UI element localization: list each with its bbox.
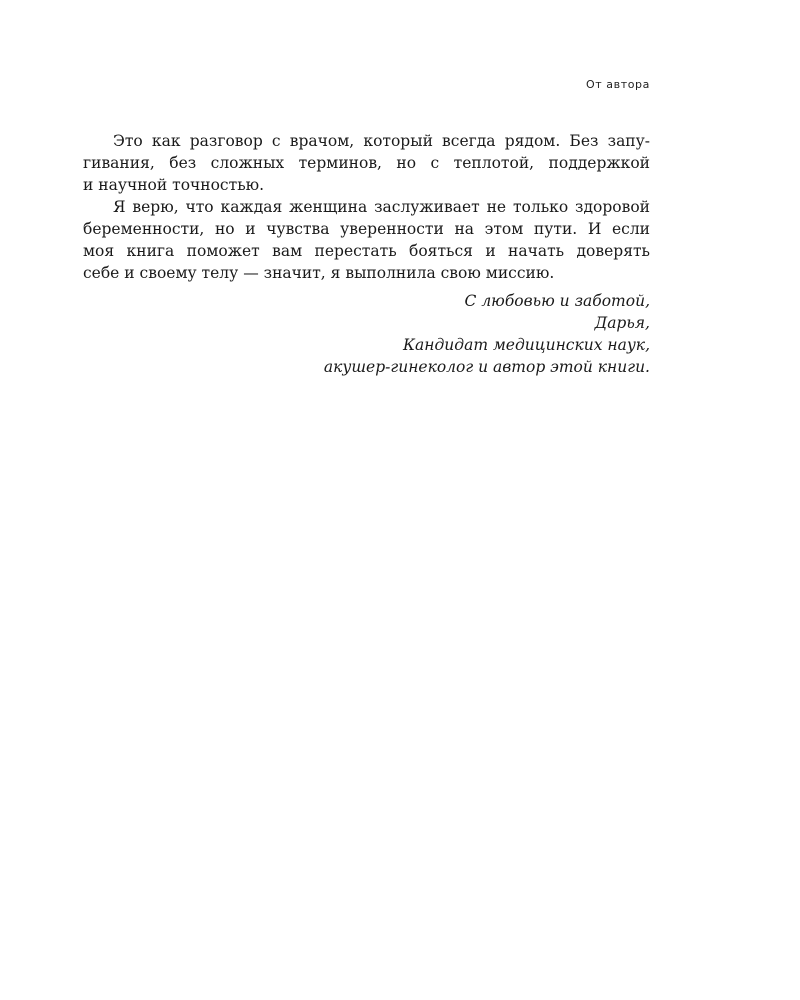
paragraph-1 bbox=[83, 130, 650, 196]
text-line: себе и своему телу — значит, я выполнила свою миссию. bbox=[83, 264, 555, 282]
signature-closing: С любовью и заботой, bbox=[464, 292, 650, 310]
text-line: и научной точностью. bbox=[83, 176, 265, 194]
signature-role: акушер-гинеколог и автор этой книги. bbox=[323, 358, 650, 376]
text-line: беременности, но и чувства уверенности на этом пути. И если bbox=[83, 220, 650, 238]
signature-name: Дарья, bbox=[594, 314, 650, 332]
running-head: От автора bbox=[585, 78, 650, 91]
signature-degree: Кандидат медицинских наук, bbox=[403, 336, 650, 354]
text-line: Я верю, что каждая женщина заслуживает не только здоровой bbox=[113, 198, 650, 216]
text-line: моя книга поможет вам перестать бояться и начать доверять bbox=[83, 242, 650, 260]
text-line: Это как разговор с врачом, который всегда рядом. Без запу- bbox=[113, 132, 650, 150]
paragraph-2 bbox=[83, 196, 650, 284]
body-text bbox=[83, 130, 650, 378]
text-line: гивания, без сложных терминов, но с теплотой, поддержкой bbox=[83, 154, 650, 172]
author-signature bbox=[83, 290, 650, 378]
